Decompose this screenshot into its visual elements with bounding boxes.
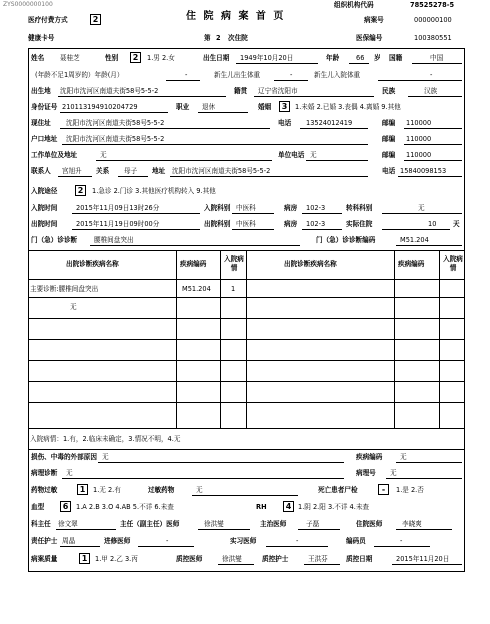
director-value: 徐文翠 — [58, 520, 78, 528]
newborn-weight-label: 新生儿出生体重 — [214, 71, 261, 79]
current-addr-value: 沈阳市沈河区南道夫街58号5-5-2 — [66, 119, 165, 127]
in-room-label: 病房 — [284, 204, 298, 212]
out-time-label: 出院时间 — [31, 220, 58, 228]
allergy-drug-value: 无 — [196, 486, 203, 494]
sex-label: 性别 — [105, 54, 119, 62]
clinic-dx-label: 门（急）诊诊断 — [31, 236, 78, 244]
contact-addr-value: 沈阳市沈河区南道夫街58号5-5-2 — [172, 167, 271, 175]
work-value: 无 — [100, 151, 107, 159]
out-room-label: 病房 — [284, 220, 298, 228]
route-options: 1.急诊 2.门诊 3.其他医疗机构转入 9.其他 — [92, 187, 216, 195]
visit-suffix: 次住院 — [228, 34, 248, 42]
nurse-label: 责任护士 — [31, 537, 58, 545]
injury-label: 损伤、中毒的外部原因 — [31, 453, 97, 461]
pay-method-label: 医疗付费方式 — [28, 16, 68, 24]
resident-value: 李晓爽 — [402, 520, 422, 528]
quality-label: 病案质量 — [31, 555, 58, 563]
coder-value: - — [400, 537, 403, 545]
nationality-value: 中国 — [430, 54, 444, 62]
autopsy-label: 死亡患者尸检 — [318, 486, 358, 494]
days-value: 10 — [428, 220, 437, 228]
qc-doctor-value: 徐洪燮 — [222, 555, 242, 563]
quality-options: 1.甲 2.乙 3.丙 — [95, 555, 138, 563]
days-label: 实际住院 — [346, 220, 373, 228]
contact-phone-value: 15840098153 — [400, 167, 447, 175]
name-label: 姓名 — [31, 54, 45, 62]
id-label: 身份证号 — [31, 103, 58, 111]
visit-prefix: 第 — [204, 34, 211, 42]
age-label: 年龄 — [326, 54, 340, 62]
relation-value: 母子 — [124, 167, 138, 175]
marital-label: 婚姻 — [258, 103, 272, 111]
work-label: 工作单位及地址 — [31, 151, 78, 159]
transfer-label: 转科科别 — [346, 204, 373, 212]
job-value: 退休 — [202, 103, 216, 111]
transfer-value: 无 — [418, 204, 425, 212]
hukou-value: 沈阳市沈河区南道夫街58号5-5-2 — [66, 135, 165, 143]
path-dx-value: 无 — [66, 469, 73, 477]
qc-doctor-label: 质控医师 — [176, 555, 203, 563]
in-dept-value: 中医科 — [236, 204, 256, 212]
newborn-admit-weight-label: 新生儿入院体重 — [314, 71, 361, 79]
cond-note: 入院病情：1.有，2.临床未确定，3.情况不明，4.无 — [30, 435, 181, 443]
path-no-value: 无 — [390, 469, 397, 477]
infant-age: - — [185, 71, 188, 79]
work-zip: 110000 — [406, 151, 432, 159]
current-zip: 110000 — [406, 119, 432, 127]
in-dept-label: 入院科别 — [204, 204, 231, 212]
allergy-options: 1.无 2.有 — [93, 486, 121, 494]
chief-value: 徐洪燮 — [204, 520, 224, 528]
case-no-label: 病案号 — [364, 16, 384, 24]
pay-method-box[interactable]: 2 — [90, 14, 101, 25]
age-value: 66 — [356, 54, 365, 62]
fellow-value: - — [166, 537, 169, 545]
newborn-weight: - — [290, 71, 293, 79]
hukou-label: 户口地址 — [31, 135, 58, 143]
attending-label: 主治医师 — [260, 520, 287, 528]
job-label: 职业 — [176, 103, 190, 111]
rh-box[interactable]: 4 — [283, 501, 294, 512]
quality-box[interactable]: 1 — [79, 553, 90, 564]
out-room-value: 102-3 — [306, 220, 326, 228]
native-label: 籍贯 — [234, 87, 248, 95]
in-time-label: 入院时间 — [31, 204, 58, 212]
out-dept-label: 出院科别 — [204, 220, 231, 228]
route-box[interactable]: 2 — [75, 185, 86, 196]
diag-header-cond-right: 入院病情 — [443, 255, 463, 272]
path-dx-label: 病理诊断 — [31, 469, 58, 477]
diag-header-code-left: 疾病编码 — [180, 260, 207, 268]
contact-phone-label: 电话 — [382, 167, 396, 175]
insurance-label: 医保编号 — [356, 34, 383, 42]
contact-label: 联系人 — [31, 167, 51, 175]
diag-row-0-code: M51.204 — [182, 285, 211, 293]
out-time-value: 2015年11月19日09时00分 — [76, 220, 160, 228]
relation-label: 关系 — [96, 167, 110, 175]
ethnic-label: 民族 — [382, 87, 396, 95]
native-value: 辽宁省沈阳市 — [258, 87, 298, 95]
out-dept-value: 中医科 — [236, 220, 256, 228]
autopsy-options: 1.是 2.否 — [396, 486, 424, 494]
injury-value: 无 — [102, 453, 109, 461]
route-label: 入院途径 — [31, 187, 58, 195]
diag-row-0-name: 主要诊断:腰椎间盘突出 — [30, 285, 99, 293]
diag-header-cond-left: 入院病情 — [224, 255, 244, 272]
nationality-label: 国籍 — [389, 54, 403, 62]
contact-value: 宫旭升 — [62, 167, 82, 175]
clinic-code-value: M51.204 — [400, 236, 429, 244]
hukou-zip: 110000 — [406, 135, 432, 143]
rh-options: 1.阴 2.阳 3.不详 4.未查 — [298, 503, 370, 511]
fellow-label: 进修医师 — [104, 537, 131, 545]
chief-label: 主任（副主任）医师 — [120, 520, 180, 528]
abo-box[interactable]: 6 — [60, 501, 71, 512]
in-time-value: 2015年11月09日13时26分 — [76, 204, 160, 212]
insurance-no: 100380551 — [414, 34, 452, 42]
birth-value: 1949年10月20日 — [240, 54, 294, 62]
current-addr-label: 现住址 — [31, 119, 51, 127]
allergy-label: 药物过敏 — [31, 486, 58, 494]
visit-count: 2 — [216, 34, 221, 42]
clinic-code-label: 门（急）诊诊断编码 — [316, 236, 376, 244]
nurse-value: 周晶 — [62, 537, 76, 545]
diag-header-name-right: 出院诊断疾病名称 — [284, 260, 337, 268]
abo-options: 1.A 2.B 3.O 4.AB 5.不详 6.未查 — [76, 503, 174, 511]
id-value: 210113194910204729 — [62, 103, 138, 111]
qc-date-value: 2015年11月20日 — [396, 555, 450, 563]
birth-label: 出生日期 — [203, 54, 230, 62]
sex-box[interactable]: 2 — [130, 52, 141, 63]
rh-label: RH — [256, 503, 267, 511]
birthplace-label: 出生地 — [31, 87, 51, 95]
health-card-label: 健康卡号 — [28, 34, 55, 42]
phone-label: 电话 — [278, 119, 292, 127]
work-zip-label: 邮编 — [382, 151, 396, 159]
disease-code-value: 无 — [400, 453, 407, 461]
age-unit: 岁 — [374, 54, 381, 62]
work-phone-label: 单位电话 — [278, 151, 305, 159]
intern-value: - — [296, 537, 299, 545]
qc-nurse-label: 质控护士 — [262, 555, 289, 563]
qc-date-label: 质控日期 — [346, 555, 373, 563]
work-phone-value: 无 — [310, 151, 317, 159]
marital-box[interactable]: 3 — [279, 101, 290, 112]
disease-code-label: 疾病编码 — [356, 453, 383, 461]
diag-row-1-name: 无 — [70, 303, 77, 311]
doc-id: ZYS0000000100 — [3, 1, 53, 8]
current-zip-label: 邮编 — [382, 119, 396, 127]
abo-label: 血型 — [31, 503, 45, 511]
days-unit: 天 — [453, 220, 460, 228]
resident-label: 住院医师 — [356, 520, 383, 528]
phone-value: 13524012419 — [306, 119, 353, 127]
intern-label: 实习医师 — [230, 537, 257, 545]
page-title: 住 院 病 案 首 页 — [186, 11, 286, 22]
marital-options: 1.未婚 2.已婚 3.丧偶 4.离婚 9.其他 — [295, 103, 401, 111]
allergy-box[interactable]: 1 — [77, 484, 88, 495]
attending-value: 子磊 — [306, 520, 320, 528]
diag-header-code-right: 疾病编码 — [398, 260, 425, 268]
autopsy-box[interactable]: - — [378, 484, 389, 495]
org-code: 78525278-5 — [410, 1, 455, 9]
diag-header-name-left: 出院诊断疾病名称 — [66, 260, 119, 268]
path-no-label: 病理号 — [356, 469, 376, 477]
case-no: 000000100 — [414, 16, 452, 24]
in-room-value: 102-3 — [306, 204, 326, 212]
clinic-dx-value: 腰椎间盘突出 — [94, 236, 134, 244]
org-code-label: 组织机构代码 — [334, 1, 374, 9]
sex-options: 1.男 2.女 — [147, 54, 175, 62]
allergy-drug-label: 过敏药物 — [148, 486, 175, 494]
diag-row-0-cond: 1 — [231, 285, 236, 293]
contact-addr-label: 地址 — [152, 167, 166, 175]
hukou-zip-label: 邮编 — [382, 135, 396, 143]
qc-nurse-value: 王洪芬 — [308, 555, 328, 563]
newborn-admit-weight: - — [430, 71, 433, 79]
director-label: 科主任 — [31, 520, 51, 528]
coder-label: 编码员 — [346, 537, 366, 545]
infant-age-label: (年龄不足1周岁的）年龄(月） — [35, 71, 124, 79]
birthplace-value: 沈阳市沈河区南道夫街58号5-5-2 — [60, 87, 159, 95]
name-value: 聂桂芝 — [60, 54, 80, 62]
ethnic-value: 汉族 — [424, 87, 438, 95]
